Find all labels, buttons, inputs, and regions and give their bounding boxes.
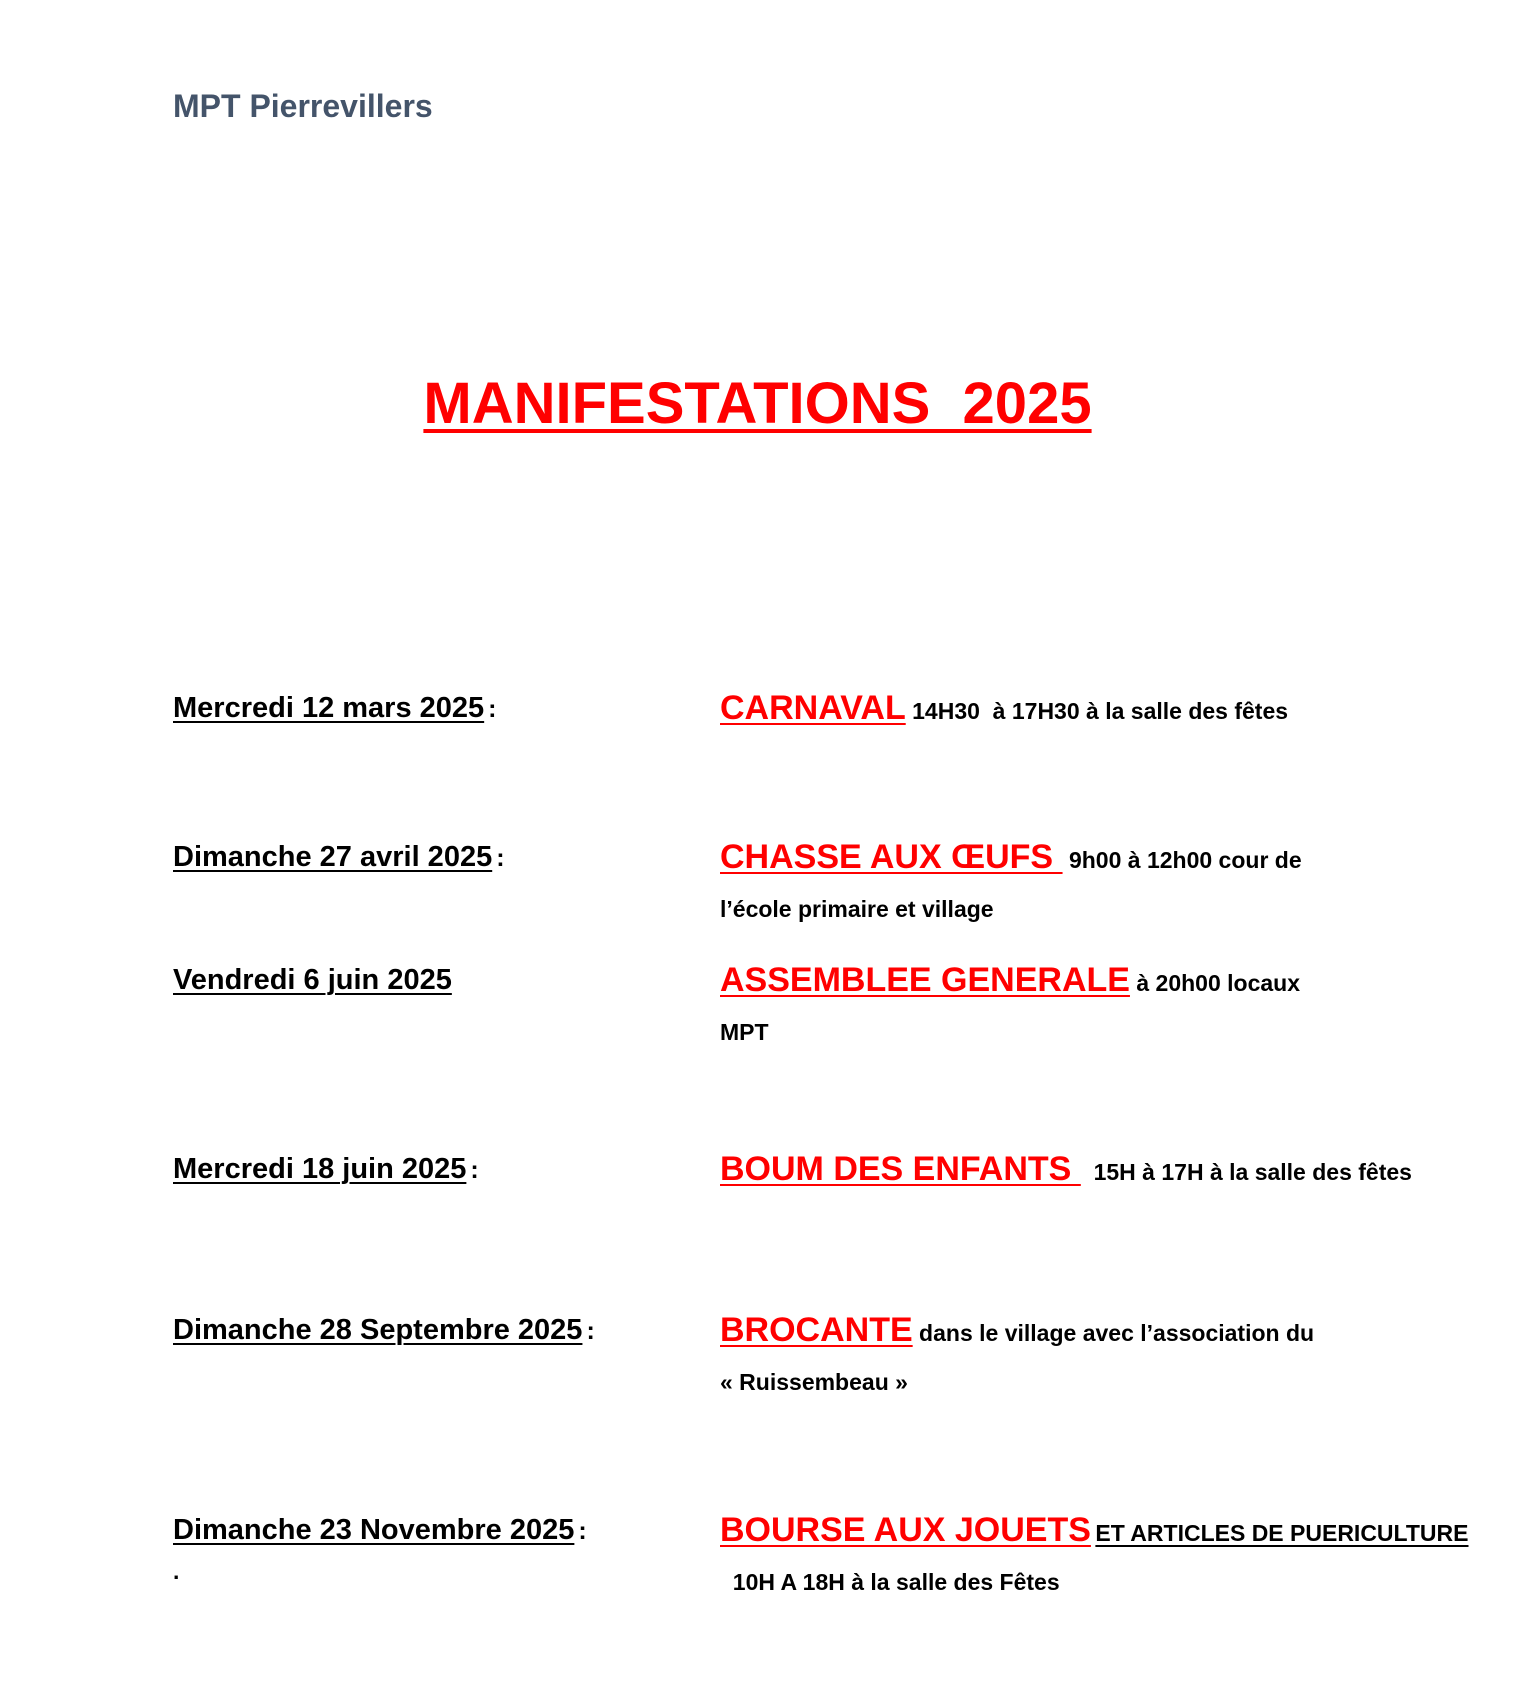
event-name: BOURSE AUX JOUETS	[720, 1511, 1091, 1549]
organization-name: MPT Pierrevillers	[173, 88, 433, 124]
event-date	[173, 837, 505, 878]
event-detail-line2: « Ruissembeau »	[720, 1369, 908, 1395]
event-date-text: Mercredi 18 juin 2025	[173, 1153, 467, 1185]
event-brocante	[0, 1310, 1515, 1450]
event-detail-line2: MPT	[720, 1019, 769, 1045]
event-detail-line2: 10H A 18H à la salle des Fêtes	[720, 1569, 1060, 1595]
event-chasse-aux-oeufs	[0, 837, 1515, 977]
event-description	[720, 1510, 1490, 1597]
event-carnaval	[0, 688, 1515, 828]
event-date	[173, 1510, 587, 1551]
event-detail-line2: l’école primaire et village	[720, 896, 994, 922]
event-date-text: Dimanche 28 Septembre 2025	[173, 1314, 583, 1346]
event-detail: 9h00 à 12h00 cour de	[1062, 847, 1302, 873]
event-date-colon: :	[578, 1517, 587, 1545]
event-detail: 15H à 17H à la salle des fêtes	[1080, 1159, 1412, 1185]
event-name: CARNAVAL	[720, 689, 906, 727]
event-bourse-aux-jouets	[0, 1510, 1515, 1650]
event-date-text: Dimanche 23 Novembre 2025	[173, 1514, 575, 1546]
event-date-colon: :	[496, 844, 505, 872]
event-name: CHASSE AUX ŒUFS	[720, 838, 1063, 876]
trailing-dot: .	[173, 1558, 180, 1584]
event-date-text: Mercredi 12 mars 2025	[173, 692, 485, 724]
event-date	[173, 960, 456, 1001]
event-date	[173, 1310, 595, 1351]
event-detail: dans le village avec l’association du	[912, 1320, 1315, 1346]
event-description	[720, 837, 1490, 924]
event-date-colon: :	[488, 695, 497, 723]
event-detail: 14H30 à 17H30 à la salle des fêtes	[905, 698, 1289, 724]
event-description	[720, 1310, 1490, 1397]
event-boum-des-enfants	[0, 1149, 1515, 1289]
event-description	[720, 688, 1490, 735]
event-name: BROCANTE	[720, 1311, 913, 1349]
event-detail: à 20h00 locaux	[1129, 970, 1300, 996]
event-name: ASSEMBLEE GENERALE	[720, 961, 1130, 999]
event-detail: ET ARTICLES DE PUERICULTURE	[1095, 1520, 1469, 1546]
event-date-text: Vendredi 6 juin 2025	[173, 964, 452, 996]
event-description	[720, 1149, 1490, 1196]
page-title: MANIFESTATIONS 2025	[423, 371, 1092, 436]
event-date-colon: :	[586, 1317, 595, 1345]
event-date-colon: :	[470, 1156, 479, 1184]
event-name: BOUM DES ENFANTS	[720, 1150, 1081, 1188]
event-description	[720, 960, 1490, 1047]
event-date	[173, 1149, 479, 1190]
event-date-text: Dimanche 27 avril 2025	[173, 841, 493, 873]
event-assemblee-generale	[0, 960, 1515, 1100]
event-date	[173, 688, 496, 729]
